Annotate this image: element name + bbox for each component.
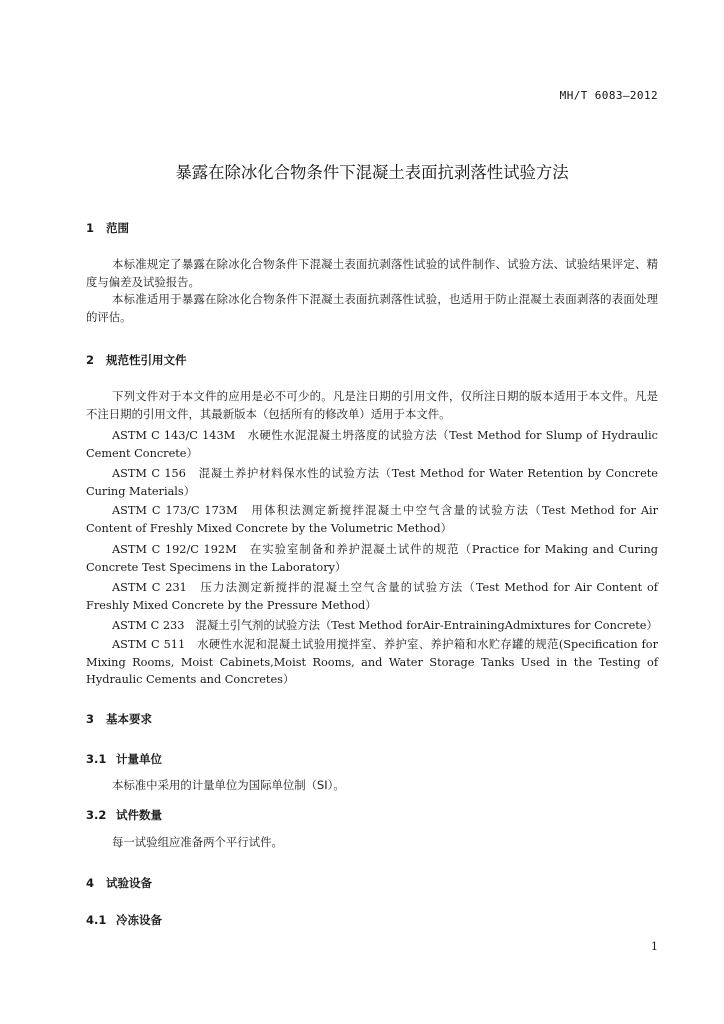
scope-paragraph-2: 本标准适用于暴露在除冰化合物条件下混凝土表面抗剥落性试验，也适用于防止混凝土表面剥落的表面处理的评估。 [86,292,658,324]
scope-paragraph-1: 本标准规定了暴露在除冰化合物条件下混凝土表面抗剥落性试验的试件制作、试验方法、试验结果评定、精度与偏差及试验报告。 [86,257,658,289]
section-4-heading [86,873,658,893]
section-4-1-heading [86,910,658,930]
section-number: 1 [86,221,95,235]
section-title: 基本要求 [106,712,152,726]
page-number: 1 [651,940,658,953]
section-title: 计量单位 [116,752,162,766]
reference-item: ASTM C 143/C 143M 水硬性水泥混凝土坍落度的试验方法（Test Method for Slump of Hydraulic Cement Concrete） [86,429,658,460]
section-number: 3.2 [86,808,107,822]
section-3-2-heading [86,805,658,825]
specimens-paragraph: 每一试验组应准备两个平行试件。 [112,835,283,849]
section-title: 冷冻设备 [116,913,162,927]
reference-item: ASTM C 511 水硬性水泥和混凝土试验用搅拌室、养护室、养护箱和水贮存罐的规范(Specification for Mixing Rooms, Moist Cabinets,Moist Rooms, and Water Storage Tanks Used in the Testing of Hydraulic Cements and Concretes） [86,638,658,686]
section-number: 4 [86,876,95,890]
section-title: 范围 [106,221,129,235]
section-3-heading [86,709,658,729]
section-number: 3 [86,712,95,726]
document-title: 暴露在除冰化合物条件下混凝土表面抗剥落性试验方法 [175,163,569,182]
section-title: 规范性引用文件 [106,353,187,367]
section-3-1-heading [86,749,658,769]
section-1-heading [86,218,658,238]
section-title: 试件数量 [116,808,162,822]
section-title: 试验设备 [106,876,152,890]
reference-item: ASTM C 173/C 173M 用体积法测定新搅拌混凝土中空气含量的试验方法（Test Method for Air Content of Freshly Mixed Concrete by the Volumetric Method） [86,504,658,535]
normative-intro: 下列文件对于本文件的应用是必不可少的。凡是注日期的引用文件，仅所注日期的版本适用于本文件。凡是不注日期的引用文件，其最新版本（包括所有的修改单）适用于本文件。 [86,389,658,421]
reference-item: ASTM C 231 压力法测定新搅拌的混凝土空气含量的试验方法（Test Method for Air Content of Freshly Mixed Concrete by the Pressure Method） [86,581,658,612]
standard-code: MH/T 6083—2012 [559,89,658,102]
reference-item: ASTM C 192/C 192M 在实验室制备和养护混凝土试件的规范（Practice for Making and Curing Concrete Test Specimens in the Laboratory） [86,543,658,574]
units-paragraph: 本标准中采用的计量单位为国际单位制（SI）。 [112,778,345,792]
section-2-heading [86,350,658,370]
section-number: 2 [86,353,95,367]
section-number: 4.1 [86,913,107,927]
reference-item: ASTM C 233 混凝土引气剂的试验方法（Test Method forAir-EntrainingAdmixtures for Concrete） [112,619,658,632]
section-number: 3.1 [86,752,107,766]
reference-item: ASTM C 156 混凝土养护材料保水性的试验方法（Test Method for Water Retention by Concrete Curing Materials） [86,467,658,498]
